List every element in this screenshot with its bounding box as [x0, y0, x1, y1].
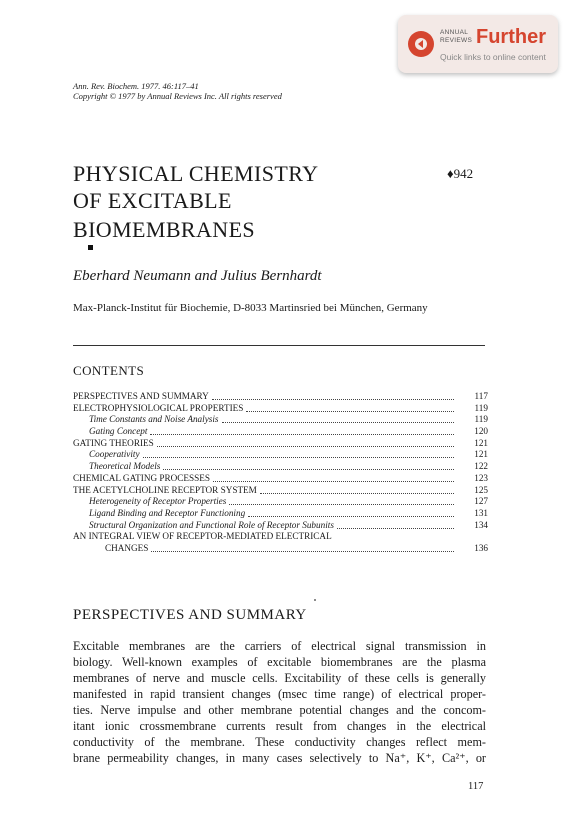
toc-leader-dots [222, 422, 454, 423]
article-title-line-3: BIOMEMBRANES [73, 217, 256, 242]
toc-entry-page: 117 [474, 391, 488, 401]
toc-entry-page: 134 [474, 519, 488, 530]
toc-entry-title: GATING THEORIES [73, 437, 154, 448]
body-line: manifested in rapid transient changes (msec time range) of electrical proper- [73, 687, 486, 701]
toc-leader-dots [157, 446, 454, 447]
toc-leader-dots [151, 551, 454, 552]
toc-entry[interactable] [73, 543, 490, 555]
article-title-line-2: OF EXCITABLE [73, 188, 232, 213]
toc-entry-page: 121 [474, 449, 488, 460]
toc-entry-title: PERSPECTIVES AND SUMMARY [73, 391, 209, 401]
page-number: 117 [468, 781, 484, 792]
toc-entry[interactable] [73, 403, 490, 415]
toc-entry-page: 121 [474, 437, 488, 448]
badge-further-text: Further [476, 26, 546, 48]
section-heading: PERSPECTIVES AND SUMMARY [73, 607, 307, 623]
toc-leader-dots [248, 516, 454, 517]
toc-entry-title: THE ACETYLCHOLINE RECEPTOR SYSTEM [73, 484, 257, 495]
toc-entry-title: Time Constants and Noise Analysis [89, 414, 219, 425]
body-paragraph [73, 638, 486, 766]
toc-entry[interactable] [73, 496, 490, 508]
toc-entry-page: 120 [474, 426, 488, 437]
badge-quick-links-text: Quick links to online content [440, 52, 546, 62]
toc-entry[interactable] [73, 485, 490, 497]
toc-entry[interactable] [73, 531, 490, 543]
toc-entry-title: AN INTEGRAL VIEW OF RECEPTOR-MEDIATED ELECTRICAL [73, 531, 332, 542]
toc-entry-title: Theoretical Models [89, 461, 161, 472]
toc-entry-page: 131 [474, 507, 488, 518]
toc-entry-page: 119 [474, 402, 488, 413]
table-of-contents [73, 391, 490, 555]
toc-entry-title: CHEMICAL GATING PROCESSES [73, 472, 210, 483]
body-line: itant ionic crossmembrane currents result from changes in the electrical [73, 719, 486, 733]
toc-entry-page: 122 [474, 461, 488, 472]
annual-reviews-logo-icon [408, 31, 434, 57]
toc-leader-dots [163, 469, 454, 470]
toc-entry-page: 119 [474, 414, 488, 425]
toc-entry-page: 136 [474, 542, 488, 553]
toc-leader-dots [337, 528, 454, 529]
article-authors: Eberhard Neumann and Julius Bernhardt [73, 268, 322, 284]
toc-entry-title: Heterogeneity of Receptor Properties [89, 496, 227, 507]
article-serial-number: ♦942 [447, 166, 474, 181]
divider-rule [73, 345, 485, 346]
copyright-notice: Copyright © 1977 by Annual Reviews Inc. All rights reserved [73, 91, 282, 101]
toc-leader-dots [212, 399, 454, 400]
toc-entry[interactable] [73, 438, 490, 450]
body-line: membranes of nerve and muscle cells. Excitability of these cells is generally [73, 671, 486, 685]
toc-entry-title: ELECTROPHYSIOLOGICAL PROPERTIES [73, 402, 244, 413]
toc-entry[interactable] [73, 426, 490, 438]
toc-entry-page: 123 [474, 472, 488, 483]
body-line: Excitable membranes are the carriers of electrical signal transmission in [73, 639, 486, 653]
badge-reviews-text: REVIEWS [440, 37, 473, 44]
toc-entry[interactable] [73, 449, 490, 461]
contents-heading: CONTENTS [73, 363, 145, 378]
body-line: brane permeability changes, in many cases selectively to Na⁺, K⁺, Ca²⁺, or [73, 751, 486, 765]
toc-entry-title: Cooperativity [89, 449, 140, 460]
square-bullet-icon [88, 245, 93, 250]
author-affiliation: Max-Planck-Institut für Biochemie, D-8033 Martinsried bei München, Germany [73, 302, 428, 314]
toc-entry[interactable] [73, 461, 490, 473]
toc-leader-dots [260, 493, 454, 494]
toc-entry-title: Gating Concept [89, 426, 148, 437]
journal-citation: Ann. Rev. Biochem. 1977. 46:117–41 [73, 81, 199, 91]
annual-reviews-further-badge[interactable] [398, 15, 558, 73]
toc-leader-dots [143, 457, 454, 458]
toc-entry-title: Structural Organization and Functional Role of Receptor Subunits [89, 519, 334, 530]
toc-entry-title: Ligand Binding and Receptor Functioning [89, 507, 246, 518]
toc-entry-title: CHANGES [105, 542, 149, 553]
body-line: biology. Well-known examples of excitable biomembranes are the plasma [73, 655, 486, 669]
toc-entry-page: 125 [474, 484, 488, 495]
article-title-line-1: PHYSICAL CHEMISTRY [73, 161, 319, 186]
badge-annual-text: ANNUAL [440, 29, 469, 36]
toc-entry[interactable] [73, 508, 490, 520]
toc-entry[interactable] [73, 391, 490, 403]
toc-entry[interactable] [73, 414, 490, 426]
toc-entry[interactable] [73, 473, 490, 485]
toc-leader-dots [246, 411, 454, 412]
toc-entry-page: 127 [474, 496, 488, 507]
toc-leader-dots [150, 434, 454, 435]
toc-entry[interactable] [73, 520, 490, 532]
toc-leader-dots [213, 481, 454, 482]
stray-dot-mark [314, 599, 316, 601]
body-line: conductivity of the membrane. These conductivity changes reflect mem- [73, 735, 486, 749]
body-line: ties. Nerve impulse and other membrane potential changes and the concom- [73, 703, 486, 717]
toc-leader-dots [229, 504, 454, 505]
